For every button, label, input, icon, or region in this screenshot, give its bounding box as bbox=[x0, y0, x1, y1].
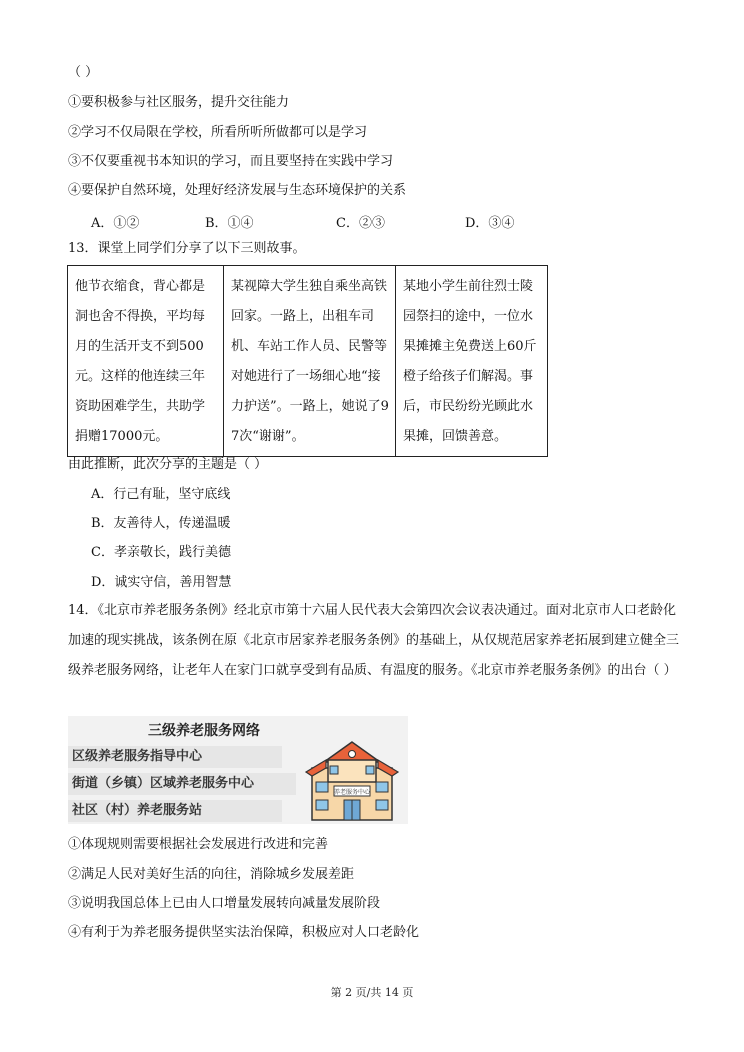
q12-item-2: ②学习不仅局限在学校，所看所听所做都可以是学习 bbox=[68, 125, 368, 140]
diagram-title: 三级养老服务网络 bbox=[148, 723, 260, 739]
story-cell-1 bbox=[68, 266, 224, 457]
story-cell-2 bbox=[224, 266, 396, 457]
q12-option-b: B．①④ bbox=[205, 216, 254, 231]
q12-item-4: ④要保护自然环境，处理好经济发展与生态环境保护的关系 bbox=[68, 183, 407, 198]
diagram-row-district: 区级养老服务指导中心 bbox=[68, 746, 282, 768]
q12-option-d: D．③④ bbox=[465, 216, 515, 231]
q12-option-c: C．②③ bbox=[336, 216, 385, 231]
care-center-building-icon bbox=[302, 738, 402, 822]
diagram-row-street: 街道（乡镇）区域养老服务中心 bbox=[68, 773, 296, 795]
q14-stem: 14．《北京市养老服务条例》经北京市第十六届人民代表大会第四次会议表决通过。面对北京市人口老龄化加速的现实挑战，该条例在原《北京市居家养老服务条例》的基础上，从仅规范居家养老拓展到建立健全三级养老服务网络，让老年人在家门口就享受到有品质、有温度的服务。《北京市养老服务条例》的出台（ ） bbox=[68, 603, 680, 678]
page-footer: 第 2 页/共 14 页 bbox=[330, 986, 414, 999]
story-text-3: 某地小学生前往烈士陵园祭扫的途中，一位水果摊摊主免费送上60斤橙子给孩子们解渴。事后，市民纷纷光顾此水果摊，回馈善意。 bbox=[403, 279, 537, 444]
q12-item-3: ③不仅要重视书本知识的学习，而且要坚持在实践中学习 bbox=[68, 154, 394, 169]
q13-stem: 13．课堂上同学们分享了以下三则故事。 bbox=[68, 241, 306, 256]
q13-option-b: B．友善待人，传递温暖 bbox=[91, 516, 231, 531]
story-text-1: 他节衣缩食，背心都是洞也舍不得换，平均每月的生活开支不到500元。这样的他连续三年资助困难学生，共助学捐赠17000元。 bbox=[75, 279, 206, 444]
story-cell-3 bbox=[396, 266, 548, 457]
q13-question: 由此推断，此次分享的主题是（ ） bbox=[68, 457, 268, 472]
q13-option-a: A．行己有耻，坚守底线 bbox=[91, 487, 231, 502]
elderly-care-network-diagram bbox=[68, 716, 408, 824]
building-sign: 养老服务中心 bbox=[333, 789, 371, 796]
q14-item-1: ①体现规则需要根据社会发展进行改进和完善 bbox=[68, 837, 329, 852]
q12-option-a: A．①② bbox=[91, 216, 140, 231]
q12-item-1: ①要积极参与社区服务，提升交往能力 bbox=[68, 95, 290, 110]
q13-option-c: C．孝亲敬长，践行美德 bbox=[91, 545, 231, 560]
story-text-2: 某视障大学生独自乘坐高铁回家。一路上，出租车司机、车站工作人员、民警等对她进行了一场细心地“接力护送”。一路上，她说了97次“谢谢”。 bbox=[231, 279, 389, 444]
q13-option-d: D．诚实守信，善用智慧 bbox=[91, 575, 232, 590]
diagram-row-community: 社区（村）养老服务站 bbox=[68, 800, 282, 822]
q12-paren: （ ） bbox=[68, 65, 99, 80]
q13-story-table bbox=[67, 265, 548, 457]
q14-item-4: ④有利于为养老服务提供坚实法治保障，积极应对人口老龄化 bbox=[68, 925, 420, 940]
q14-item-3: ③说明我国总体上已由人口增量发展转向减量发展阶段 bbox=[68, 896, 381, 911]
q14-item-2: ②满足人民对美好生活的向往，消除城乡发展差距 bbox=[68, 867, 355, 882]
q12-options bbox=[91, 212, 631, 230]
